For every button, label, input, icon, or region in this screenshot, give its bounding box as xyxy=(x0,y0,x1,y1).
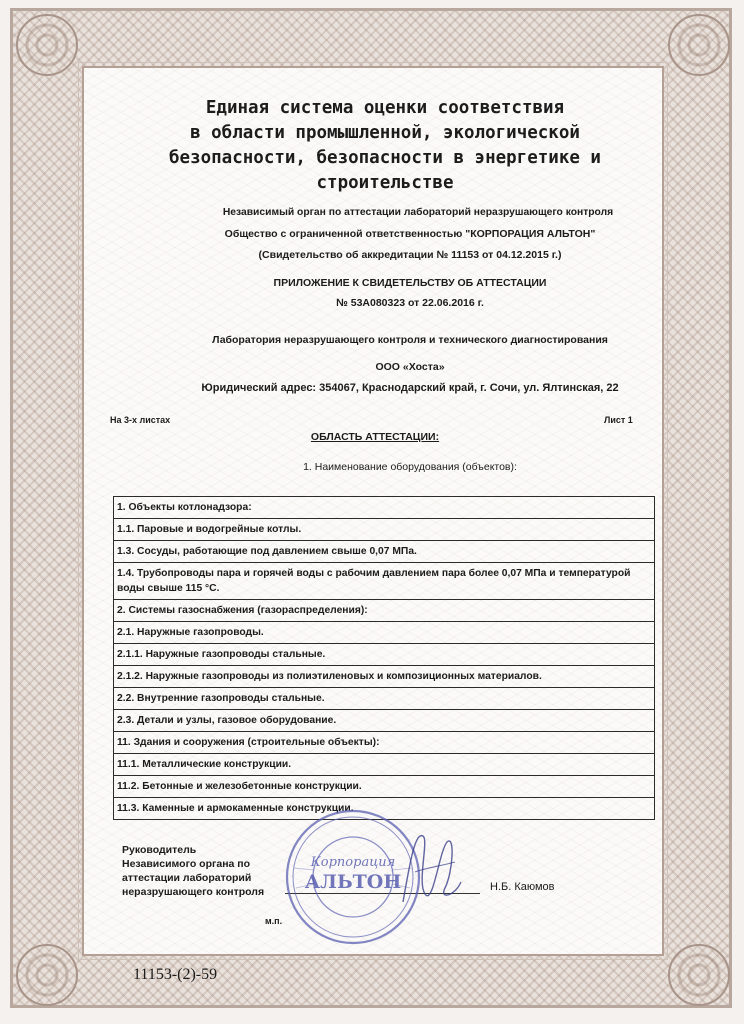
title-line: в области промышленной, экологической xyxy=(190,123,580,143)
signatory-name: Н.Б. Каюмов xyxy=(490,881,555,893)
scope-item: 11. Здания и сооружения (строительные объекты): xyxy=(114,732,655,754)
document-title xyxy=(120,96,650,196)
accreditation-line: (Свидетельство об аккредитации № 11153 от 04.12.2015 г.) xyxy=(258,249,562,261)
appendix-number: № 53А080323 от 22.06.2016 г. xyxy=(336,297,484,309)
appendix-title: ПРИЛОЖЕНИЕ К СВИДЕТЕЛЬСТВУ ОБ АТТЕСТАЦИИ xyxy=(273,277,547,289)
equipment-heading: 1. Наименование оборудования (объектов): xyxy=(303,461,517,473)
role-line: Руководитель xyxy=(122,844,197,856)
table-row xyxy=(114,754,655,776)
organization-name: Общество с ограниченной ответственностью "КОРПОРАЦИЯ АЛЬТОН" xyxy=(224,228,596,240)
title-line: Единая система оценки соответствия xyxy=(205,98,565,118)
table-row xyxy=(114,776,655,798)
sheet-number: Лист 1 xyxy=(604,415,633,425)
corner-ornament xyxy=(16,14,78,76)
signatory-role xyxy=(122,843,292,899)
corner-ornament xyxy=(16,944,78,1006)
scope-table xyxy=(113,496,655,820)
scope-title: ОБЛАСТЬ АТТЕСТАЦИИ: xyxy=(310,431,440,443)
stamp-text-main: АЛЬТОН xyxy=(304,871,402,893)
lab-company: ООО «Хоста» xyxy=(375,361,445,373)
issuing-body: Независимый орган по аттестации лабораторий неразрушающего контроля xyxy=(222,207,614,218)
role-line: неразрушающего контроля xyxy=(122,886,265,898)
scope-item: 1.4. Трубопроводы пара и горячей воды с рабочим давлением пара более 0,07 МПа и температурой воды свыше 115 °С. xyxy=(114,563,655,600)
title-line: строительстве xyxy=(316,173,454,193)
scope-item: 1.1. Паровые и водогрейные котлы. xyxy=(114,519,655,541)
table-row xyxy=(114,622,655,644)
table-row xyxy=(114,732,655,754)
seal-place-label: м.п. xyxy=(265,916,283,926)
stamp-text-top: Корпорация xyxy=(310,855,396,870)
scope-item: 2.1.1. Наружные газопроводы стальные. xyxy=(114,644,655,666)
lab-name: Лаборатория неразрушающего контроля и технического диагностирования xyxy=(212,334,608,346)
table-row xyxy=(114,563,655,600)
scope-item: 11.2. Бетонные и железобетонные конструкции. xyxy=(114,776,655,798)
sheets-total: На 3-х листах xyxy=(110,415,171,425)
table-row xyxy=(114,600,655,622)
table-row xyxy=(114,541,655,563)
table-row xyxy=(114,497,655,519)
scope-item: 11.1. Металлические конструкции. xyxy=(114,754,655,776)
scope-item: 2. Системы газоснабжения (газораспределения): xyxy=(114,600,655,622)
table-row xyxy=(114,710,655,732)
title-line: безопасности, безопасности в энергетике и xyxy=(169,148,601,168)
role-line: Независимого органа по xyxy=(122,858,251,870)
scope-item: 2.3. Детали и узлы, газовое оборудование. xyxy=(114,710,655,732)
scope-item: 11.3. Каменные и армокаменные конструкции. xyxy=(114,798,655,820)
handwritten-signature-icon xyxy=(395,822,465,912)
registry-number: 11153-(2)-59 xyxy=(133,966,218,983)
corner-ornament xyxy=(668,944,730,1006)
scope-item: 2.1. Наружные газопроводы. xyxy=(114,622,655,644)
scope-item: 2.2. Внутренние газопроводы стальные. xyxy=(114,688,655,710)
scope-item: 2.1.2. Наружные газопроводы из полиэтиленовых и композиционных материалов. xyxy=(114,666,655,688)
scope-item: 1.3. Сосуды, работающие под давлением свыше 0,07 МПа. xyxy=(114,541,655,563)
lab-address: Юридический адрес: 354067, Краснодарский край, г. Сочи, ул. Ялтинская, 22 xyxy=(201,382,619,394)
scope-item: 1. Объекты котлонадзора: xyxy=(114,497,655,519)
corner-ornament xyxy=(668,14,730,76)
table-row xyxy=(114,519,655,541)
table-row xyxy=(114,688,655,710)
table-row xyxy=(114,666,655,688)
table-row xyxy=(114,644,655,666)
role-line: аттестации лабораторий xyxy=(122,872,252,884)
